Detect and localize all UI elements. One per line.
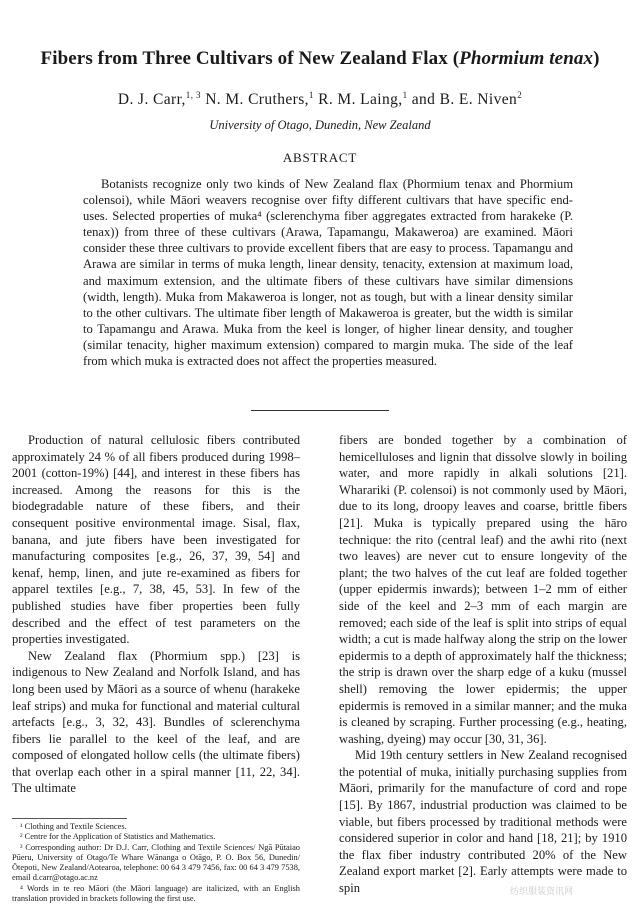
footnotes [12, 822, 300, 904]
footnote: ¹ Clothing and Textile Sciences. [20, 822, 127, 831]
body-paragraph: fibers are bonded together by a combination of hemicelluloses and lignin that dissolve slowly in boiling water, and more rapidly in alkali solutions [21]. Wharariki (P. colensoi) is not commonly used by Māori, due to its long, droopy leaves and coarse, brittle fibers [21]. Muka is typically prepared using the hāro technique: the rito (central leaf) and the awhi rito (next two leaves) are never cut to ensure longevity of the plant; the two halves of the cut leaf are folded together (upper epidermis inwards); between 1–2 mm of either side of the keel and 2–3 mm of each margin are removed; each side of the leaf is split into strips of equal width; a cut is made halfway along the strip on the lower epidermis to a depth of approximately half the thickness; the strip is drawn over the sharp edge of a kuku (mussel shell) removing the lower epidermis; the upper epidermis is removed in a similar manner; and the muka is cleaned by scraping. Further processing (e.g., heating, washing, dyeing) may occur [30, 31, 36]. [339, 433, 627, 746]
author-name: and B. E. Niven [411, 91, 518, 109]
author-name: D. J. Carr, [117, 91, 186, 109]
title-close: ) [593, 48, 600, 69]
title-species: Phormium tenax [459, 48, 594, 69]
author-list [0, 90, 640, 109]
section-divider [251, 410, 389, 411]
abstract-text: Botanists recognize only two kinds of New Zealand flax (Phormium tenax and Phormium colensoi), while Māori weavers recognise over fifty different cultivars that have specific end-uses. Selected properties of muka⁴ (sclerenchyma fiber aggregates extracted from harakeke (P. tenax)) from three of these cultivars (Arawa, Tapamangu, Makaweroa) are examined. Māori consider these three cultivars to provide excellent fibers that are easy to process. Tapamangu and Arawa are similar in terms of muka length, linear density, tenacity, extension at maximum load, and maximum extension, and the ultimate fibers of these cultivars have similar dimensions (width, length). Muka from Makaweroa is longer, not as tough, but with a linear density similar to the other cultivars. The ultimate fiber length of Makaweroa is greater, but the width is similar to Tapamangu and Arawa. Muka from the keel is longer, of higher linear density, and tougher (similar tenacity, higher maximum extension) compared to margin muka. The side of the leaf from which muka is extracted does not affect the properties measured. [83, 177, 573, 369]
body-column-right [339, 432, 627, 897]
author-affil-marker: 1 [308, 90, 314, 100]
paper-title [0, 48, 640, 70]
title-main: Fibers from Three Cultivars of New Zealand Flax ( [40, 48, 460, 69]
body-paragraph: Mid 19th century settlers in New Zealand recognised the potential of muka, initially purchasing supplies from Māori, primarily for the manufacture of cord and rope [15]. By 1867, industrial production was claimed to be viable, but fibers processed by traditional methods were considered superior in color and hand [18, 21]; by 1910 the flax fiber industry contributed 20% of the New Zealand export market [2]. Early attempts were made to spin [339, 748, 627, 896]
footnote-divider [12, 818, 127, 819]
footnote: ³ Corresponding author: Dr D.J. Carr, Clothing and Textile Sciences/ Ngā Pūtaiao Pūeru, University of Otago/Te Whare Wānanga o Otāgo, P. O. Box 56, Dunedin/Ōtepoti, New Zealand/Aotearoa, telephone: 00 64 3 479 7456, fax: 00 64 3 479 7538, email d.carr@otago.ac.nz [12, 842, 300, 883]
abstract-heading: ABSTRACT [282, 150, 358, 165]
author-affil-marker: 1 [402, 90, 408, 100]
affiliation: University of Otago, Dunedin, New Zealand [209, 118, 431, 132]
footnote: ² Centre for the Application of Statistics and Mathematics. [20, 832, 216, 842]
body-column-left [12, 432, 300, 797]
body-paragraph: Production of natural cellulosic fibers contributed approximately 24 % of all fibers produced during 1998–2001 (cotton-19%) [44], and interest in these fibers has increased. Among the reasons for this is the biodegradable nature of these fibers, and their consequent positive environmental image. Sisal, flax, banana, and jute fibers have been investigated for manufacturing composites [e.g., 26, 37, 39, 54] and kenaf, hemp, linen, and jute re-examined as fibers for apparel textiles [e.g., 7, 38, 45, 53]. In few of the published studies have fiber properties been fully described and the effect of test parameters on the properties investigated. [12, 433, 300, 647]
author-name: R. M. Laing, [318, 91, 403, 109]
footnote: ⁴ Words in te reo Māori (the Māori language) are italicized, with an English translation provided in brackets following the first use. [12, 883, 300, 904]
body-paragraph: New Zealand flax (Phormium spp.) [23] is indigenous to New Zealand and Norfolk Island, and has long been used by Māori as a source of whenu (harakeke leaf strips) and muka for functional and material cultural artefacts [e.g., 3, 32, 43]. Bundles of sclerenchyma fibers lie parallel to the keel of the leaf, and are composed of elongated hollow cells (the ultimate fibers) that overlap each other in a spiral manner [11, 22, 34]. The ultimate [12, 648, 300, 796]
author-affil-marker: 1, 3 [185, 90, 201, 100]
author-affil-marker: 2 [517, 90, 523, 100]
author-name: N. M. Cruthers, [205, 91, 309, 109]
watermark: 纺织服装资讯网 [510, 887, 574, 897]
